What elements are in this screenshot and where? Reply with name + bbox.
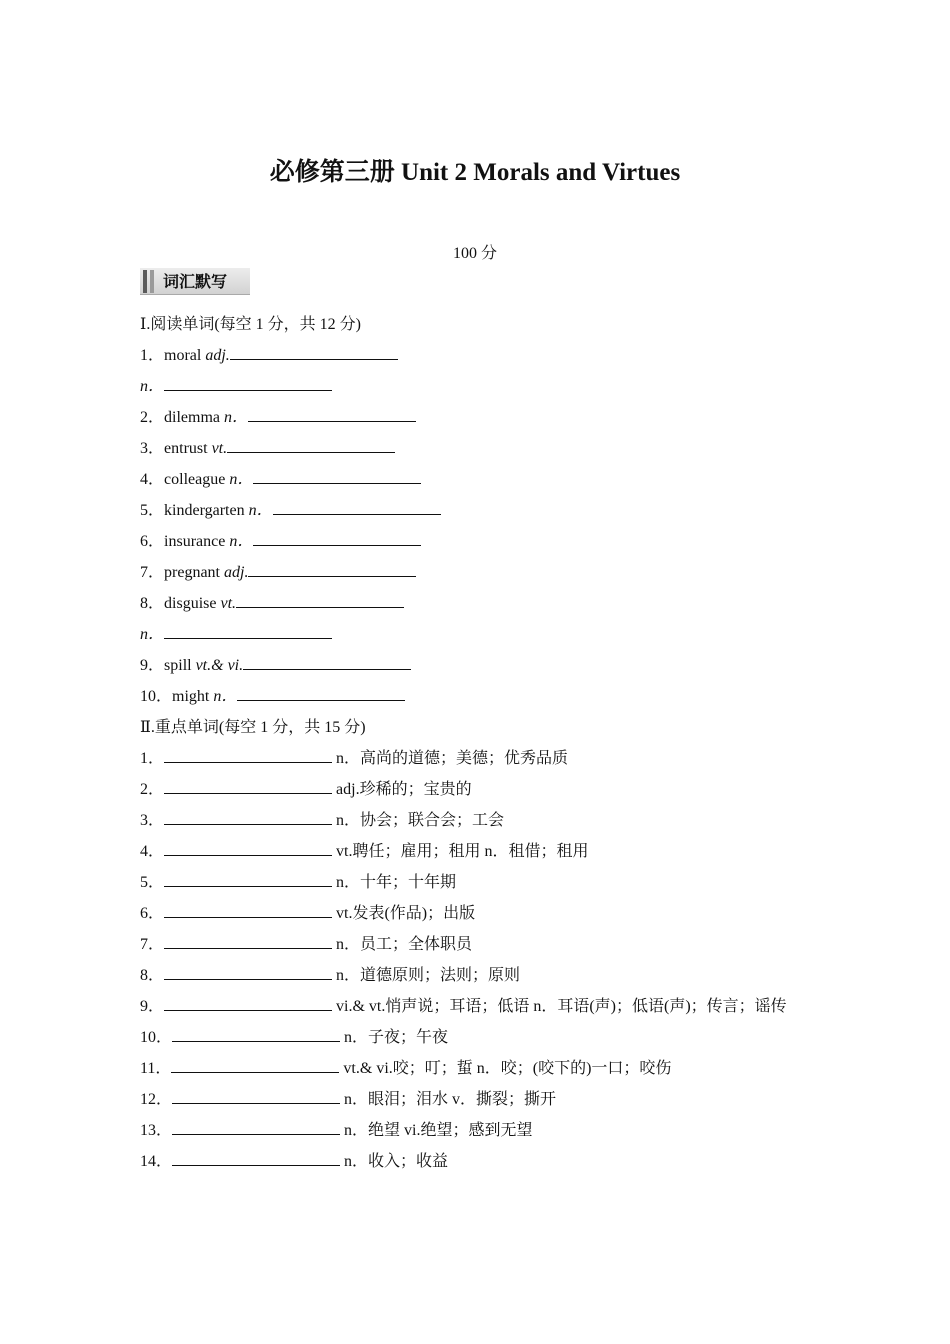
list-item: [140, 1146, 820, 1177]
list-item: [140, 1115, 820, 1146]
item-part-of-speech: adj.: [205, 347, 230, 364]
list-item: [140, 743, 820, 774]
item-number: 1．: [140, 347, 165, 364]
list-item: [140, 433, 820, 464]
answer-blank[interactable]: [164, 933, 332, 949]
item-part-of-speech: n．: [224, 409, 249, 426]
answer-blank[interactable]: [248, 561, 416, 577]
item-word: colleague: [164, 471, 230, 488]
list-item: [140, 1022, 820, 1053]
item-meaning: adj.珍稀的；宝贵的: [332, 781, 472, 798]
answer-blank[interactable]: [164, 964, 332, 980]
item-number: 11．: [140, 1060, 172, 1077]
item-meaning: vt.发表(作品)；出版: [332, 905, 476, 922]
item-meaning: n．员工；全体职员: [332, 936, 473, 953]
item-number: 4．: [140, 843, 165, 860]
answer-blank[interactable]: [164, 623, 332, 639]
answer-blank[interactable]: [237, 685, 405, 701]
list-item: [140, 774, 820, 805]
list-item: [140, 371, 820, 402]
item-number: 7．: [140, 564, 165, 581]
answer-blank[interactable]: [172, 1088, 340, 1104]
list-item: [140, 867, 820, 898]
item-number: 10．: [140, 1029, 173, 1046]
answer-blank[interactable]: [164, 809, 332, 825]
item-word: entrust: [164, 440, 212, 457]
answer-blank[interactable]: [248, 406, 416, 422]
item-number: 6．: [140, 905, 165, 922]
list-item: [140, 991, 820, 1022]
list-item: [140, 650, 820, 681]
item-meaning: n．高尚的道德；美德；优秀品质: [332, 750, 569, 767]
item-number: 1．: [140, 750, 165, 767]
item-meaning: n．收入；收益: [340, 1153, 449, 1170]
item-part-of-speech: n．: [213, 688, 238, 705]
answer-blank[interactable]: [172, 1150, 340, 1166]
reading-words-list: [140, 340, 820, 712]
list-item: [140, 1053, 820, 1084]
list-item: [140, 836, 820, 867]
banner-bar-light: [150, 270, 154, 293]
list-item: [140, 960, 820, 991]
list-item: [140, 588, 820, 619]
list-item: [140, 340, 820, 371]
answer-blank[interactable]: [164, 778, 332, 794]
item-number: 3．: [140, 440, 165, 457]
item-meaning: vt.& vi.咬；叮；蜇 n．咬；(咬下的)一口；咬伤: [339, 1060, 672, 1077]
item-number: 10．: [140, 688, 173, 705]
item-part-of-speech: vt.: [220, 595, 237, 612]
item-part-of-speech: n．: [140, 626, 165, 643]
item-part-of-speech: n．: [248, 502, 273, 519]
item-word: disguise: [164, 595, 221, 612]
item-part-of-speech: adj.: [224, 564, 249, 581]
exercise-content: [140, 309, 820, 1177]
item-number: 9．: [140, 998, 165, 1015]
item-number: 8．: [140, 967, 165, 984]
section2-heading: Ⅱ.重点单词(每空 1 分，共 15 分): [140, 719, 366, 736]
answer-blank[interactable]: [164, 902, 332, 918]
item-word: spill: [164, 657, 196, 674]
answer-blank[interactable]: [236, 592, 404, 608]
answer-blank[interactable]: [230, 344, 398, 360]
item-number: 9．: [140, 657, 165, 674]
item-meaning: n．子夜；午夜: [340, 1029, 449, 1046]
item-meaning: vi.& vt.悄声说；耳语；低语 n．耳语(声)；低语(声)；传言；谣传: [332, 998, 787, 1015]
total-score: 100 分: [452, 245, 497, 262]
list-item: [140, 898, 820, 929]
answer-blank[interactable]: [171, 1057, 339, 1073]
item-word: pregnant: [164, 564, 224, 581]
answer-blank[interactable]: [273, 499, 441, 515]
list-item: [140, 619, 820, 650]
item-part-of-speech: vt.: [211, 440, 228, 457]
item-number: 3．: [140, 812, 165, 829]
item-number: 12．: [140, 1091, 173, 1108]
item-meaning: n．眼泪；泪水 v．撕裂；撕开: [340, 1091, 557, 1108]
answer-blank[interactable]: [164, 995, 332, 1011]
item-word: insurance: [164, 533, 230, 550]
item-part-of-speech: vt.& vi.: [195, 657, 244, 674]
item-number: 4．: [140, 471, 165, 488]
item-number: 6．: [140, 533, 165, 550]
list-item: [140, 526, 820, 557]
item-number: 2．: [140, 409, 165, 426]
item-part-of-speech: n．: [229, 533, 254, 550]
item-meaning: n．协会；联合会；工会: [332, 812, 505, 829]
item-meaning: n．绝望 vi.绝望；感到无望: [340, 1122, 533, 1139]
banner-bar-dark: [143, 270, 147, 293]
item-number: 14．: [140, 1153, 173, 1170]
item-number: 13．: [140, 1122, 173, 1139]
item-word: kindergarten: [164, 502, 249, 519]
list-item: [140, 1084, 820, 1115]
list-item: [140, 929, 820, 960]
item-number: 7．: [140, 936, 165, 953]
answer-blank[interactable]: [164, 871, 332, 887]
item-word: moral: [164, 347, 206, 364]
item-number: 5．: [140, 502, 165, 519]
item-part-of-speech: n．: [229, 471, 254, 488]
item-number: 8．: [140, 595, 165, 612]
answer-blank[interactable]: [164, 840, 332, 856]
answer-blank[interactable]: [227, 437, 395, 453]
answer-blank[interactable]: [172, 1026, 340, 1042]
list-item: [140, 402, 820, 433]
item-number: 2．: [140, 781, 165, 798]
list-item: [140, 681, 820, 712]
answer-blank[interactable]: [172, 1119, 340, 1135]
answer-blank[interactable]: [253, 468, 421, 484]
item-word: might: [172, 688, 214, 705]
item-meaning: n．十年；十年期: [332, 874, 457, 891]
item-part-of-speech: n．: [140, 378, 165, 395]
answer-blank[interactable]: [164, 747, 332, 763]
list-item: [140, 805, 820, 836]
answer-blank[interactable]: [164, 375, 332, 391]
page-title: 必修第三册 Unit 2 Morals and Virtues: [269, 159, 681, 186]
answer-blank[interactable]: [253, 530, 421, 546]
section-banner: [140, 268, 250, 295]
item-word: dilemma: [164, 409, 224, 426]
item-meaning: vt.聘任；雇用；租用 n．租借；租用: [332, 843, 589, 860]
list-item: [140, 464, 820, 495]
banner-label: 词汇默写: [163, 272, 228, 291]
section1-heading: Ⅰ.阅读单词(每空 1 分，共 12 分): [140, 316, 361, 333]
answer-blank[interactable]: [243, 654, 411, 670]
list-item: [140, 557, 820, 588]
list-item: [140, 495, 820, 526]
key-words-list: [140, 743, 820, 1177]
item-number: 5．: [140, 874, 165, 891]
item-meaning: n．道德原则；法则；原则: [332, 967, 521, 984]
